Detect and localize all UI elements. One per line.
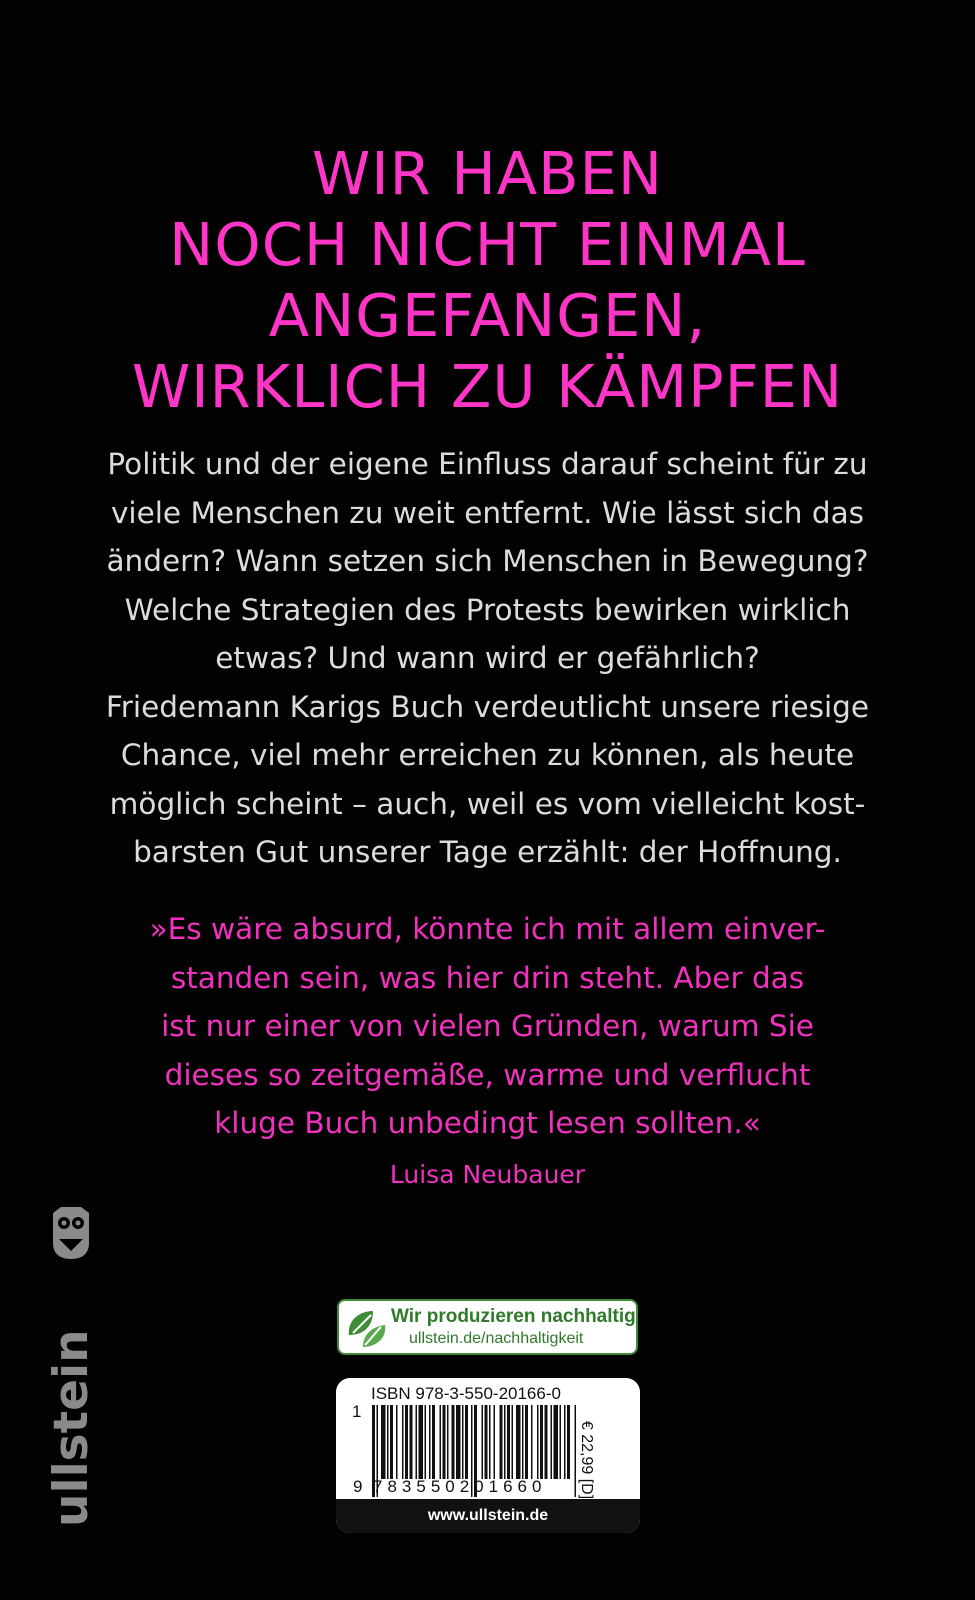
headline-line: ANGEFANGEN, bbox=[268, 281, 707, 350]
barcode-digits: 783550201660 bbox=[373, 1477, 547, 1496]
publisher-name: ullstein bbox=[45, 1329, 97, 1527]
quote-line: kluge Buch unbedingt lesen sollten.« bbox=[214, 1106, 761, 1140]
quote-line: »Es wäre absurd, könnte ich mit allem einver- bbox=[149, 912, 826, 946]
headline-line: NOCH NICHT EINMAL bbox=[169, 210, 806, 279]
website-label: www.ullstein.de bbox=[427, 1507, 549, 1524]
description-line: Chance, viel mehr erreichen zu können, als heute bbox=[120, 738, 855, 772]
quote-author: Luisa Neubauer bbox=[389, 1160, 586, 1189]
headline-line: WIRKLICH ZU KÄMPFEN bbox=[131, 352, 844, 421]
price-label: € 22,99 [D] bbox=[578, 1420, 595, 1500]
quote-line: dieses so zeitgemäße, warme und verflucht bbox=[164, 1057, 811, 1092]
description-line: möglich scheint – auch, weil es vom vielleicht kost- bbox=[109, 786, 866, 821]
description-line: etwas? Und wann wird er gefährlich? bbox=[215, 641, 760, 675]
headline-line: WIR HABEN bbox=[311, 139, 664, 208]
quote-line: standen sein, was hier drin steht. Aber das bbox=[170, 960, 805, 995]
recycle-leaf-icon bbox=[343, 1305, 389, 1351]
description bbox=[90, 440, 885, 877]
description-line: Politik und der eigene Einfluss darauf scheint für zu bbox=[107, 447, 868, 481]
quote-line: ist nur einer von vielen Gründen, warum Sie bbox=[161, 1009, 814, 1043]
sustainability-badge bbox=[337, 1299, 638, 1355]
description-line: viele Menschen zu weit entfernt. Wie lässt sich das bbox=[110, 495, 865, 530]
website-footer bbox=[336, 1499, 640, 1533]
description-line: Friedemann Karigs Buch verdeutlicht unsere riesige bbox=[105, 689, 870, 724]
sustainability-url: ullstein.de/nachhaltigkeit bbox=[409, 1330, 584, 1347]
endorsement-quote bbox=[90, 905, 885, 1148]
publisher-logo bbox=[45, 1205, 97, 1535]
sustainability-title: Wir produzieren nachhaltig bbox=[391, 1306, 636, 1327]
barcode-top-digit: 1 bbox=[352, 1402, 362, 1421]
isbn-label: ISBN 978-3-550-20166-0 bbox=[371, 1384, 561, 1403]
barcode-first-digit: 9 bbox=[353, 1477, 363, 1496]
headline bbox=[0, 138, 975, 422]
description-line: ändern? Wann setzen sich Menschen in Bewegung? bbox=[106, 544, 869, 578]
description-line: Welche Strategien des Protests bewirken wirklich bbox=[124, 592, 851, 627]
description-line: barsten Gut unserer Tage erzählt: der Hoffnung. bbox=[133, 835, 842, 869]
owl-icon bbox=[45, 1205, 97, 1535]
isbn-barcode-box bbox=[336, 1378, 640, 1533]
